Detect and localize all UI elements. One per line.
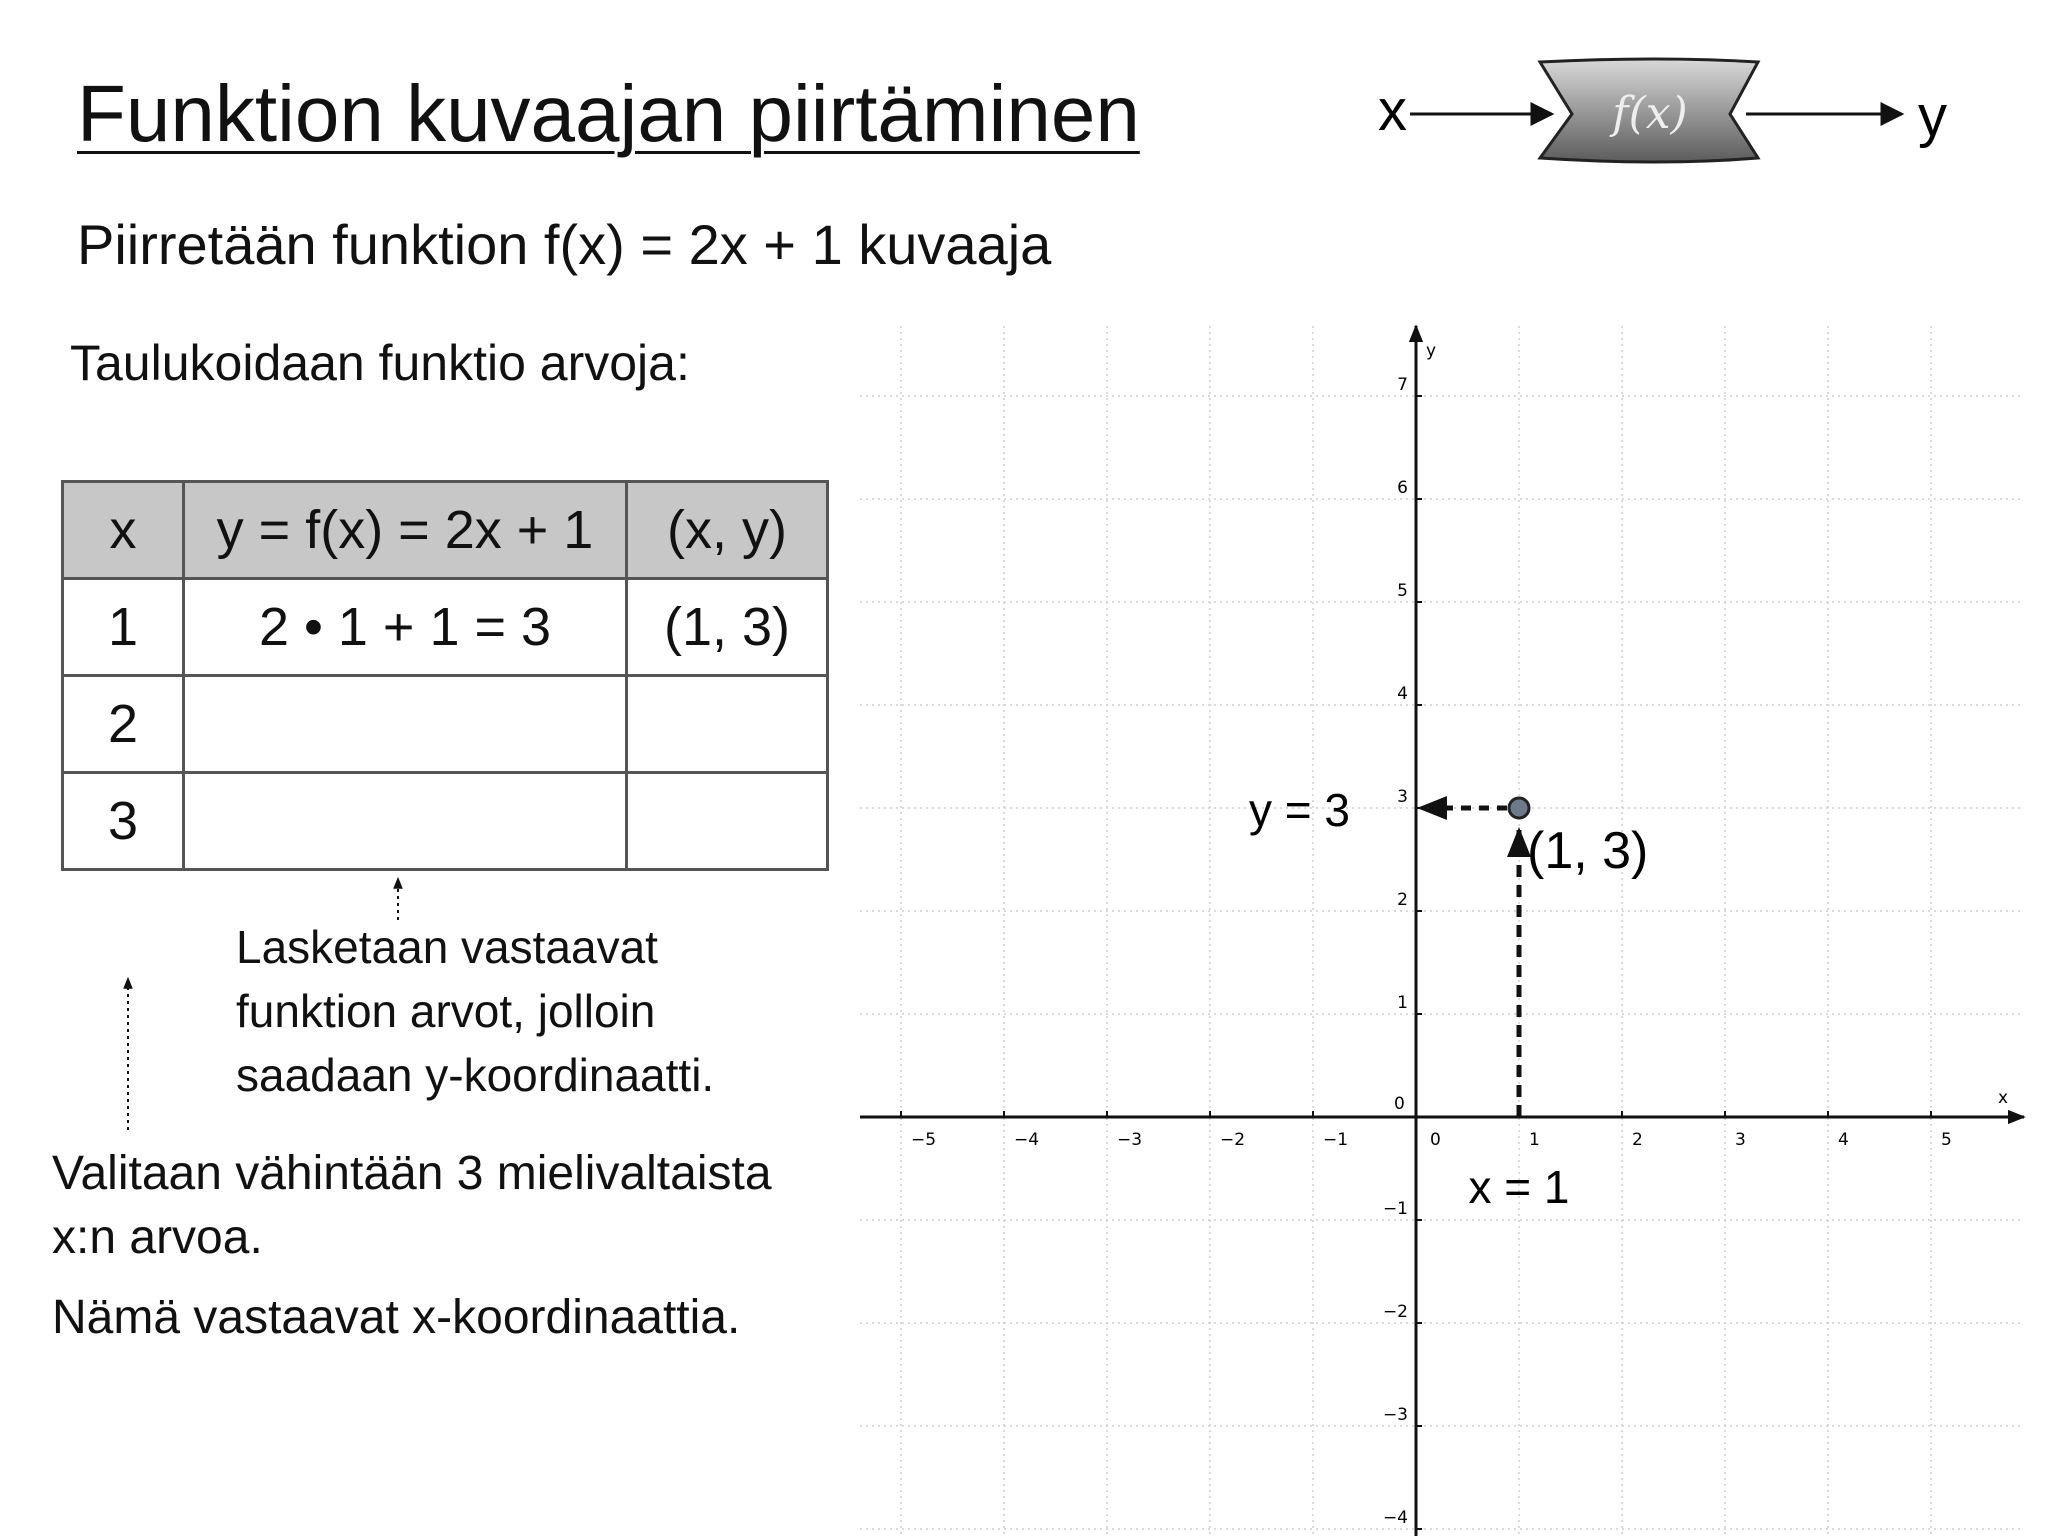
y-tick-label: 3 [1397,787,1408,807]
value-table [61,480,829,871]
table-cell [184,676,627,773]
table-cell [184,773,627,870]
table-cell [627,676,828,773]
y-tick-label: 4 [1397,684,1408,704]
machine-input: x [1378,78,1407,143]
x-tick-label: −4 [1014,1130,1040,1150]
y-tick-label: 2 [1397,890,1408,910]
header-x: x [63,482,184,579]
x-tick-label: −5 [911,1130,937,1150]
y-value-annotation: y = 3 [1248,784,1350,836]
header-point: (x, y) [627,482,828,579]
table-cell: 3 [63,773,184,870]
axes [860,326,2024,1536]
table-row [63,579,828,676]
x-coordinate-note: Nämä vastaavat x-koordinaattia. [52,1291,741,1344]
y-tick-label: 5 [1397,581,1408,601]
y-tick-label: −1 [1382,1199,1408,1219]
x-tick-label: 1 [1529,1130,1540,1150]
table-cell: 2 • 1 + 1 = 3 [184,579,627,676]
y-tick-label: −3 [1382,1405,1408,1425]
table-header-row [63,482,828,579]
x-tick-label: 0 [1430,1130,1441,1150]
y-tick-label: 7 [1397,375,1408,395]
subtitle: Piirretään funktion f(x) = 2x + 1 kuvaaja [77,213,1052,276]
data-point [1509,798,1529,818]
choose-x-note: Valitaan vähintään 3 mielivaltaista x:n arvoa. [52,1147,772,1264]
y-tick-label: −2 [1382,1302,1408,1322]
x-tick-label: 3 [1735,1130,1746,1150]
y-axis-label: y [1426,341,1437,361]
point-label: (1, 3) [1527,822,1649,880]
tick-labels [911,341,2008,1528]
table-row [63,773,828,870]
y-tick-label: −4 [1382,1508,1408,1528]
coordinate-plane [860,326,2024,1536]
compute-y-note: Lasketaan vastaavat funktion arvot, jolloin saadaan y-koordinaatti. [236,921,715,1101]
y-tick-label: 1 [1397,993,1408,1013]
x-tick-label: 2 [1632,1130,1643,1150]
table-intro: Taulukoidaan funktio arvoja: [70,335,690,391]
page-title: Funktion kuvaajan piirtäminen [77,69,1140,158]
machine-label: f(x) [1612,88,1688,139]
x-tick-label: −1 [1323,1130,1349,1150]
table-cell: (1, 3) [627,579,828,676]
y-tick-label: 6 [1397,478,1408,498]
x-tick-label: 4 [1838,1130,1849,1150]
header-y: y = f(x) = 2x + 1 [184,482,627,579]
function-machine [1378,59,1947,162]
table-row [63,676,828,773]
data-marks [1249,784,1648,1213]
x-tick-label: −3 [1117,1130,1143,1150]
table-cell [627,773,828,870]
y-tick-label: 0 [1394,1094,1405,1114]
x-tick-label: −2 [1220,1130,1246,1150]
grid [860,326,2024,1536]
x-axis-label: x [1998,1088,2009,1108]
machine-output: y [1918,84,1947,149]
table-cell: 1 [63,579,184,676]
x-tick-label: 5 [1941,1130,1952,1150]
table-cell: 2 [63,676,184,773]
x-value-annotation: x = 1 [1468,1161,1570,1213]
